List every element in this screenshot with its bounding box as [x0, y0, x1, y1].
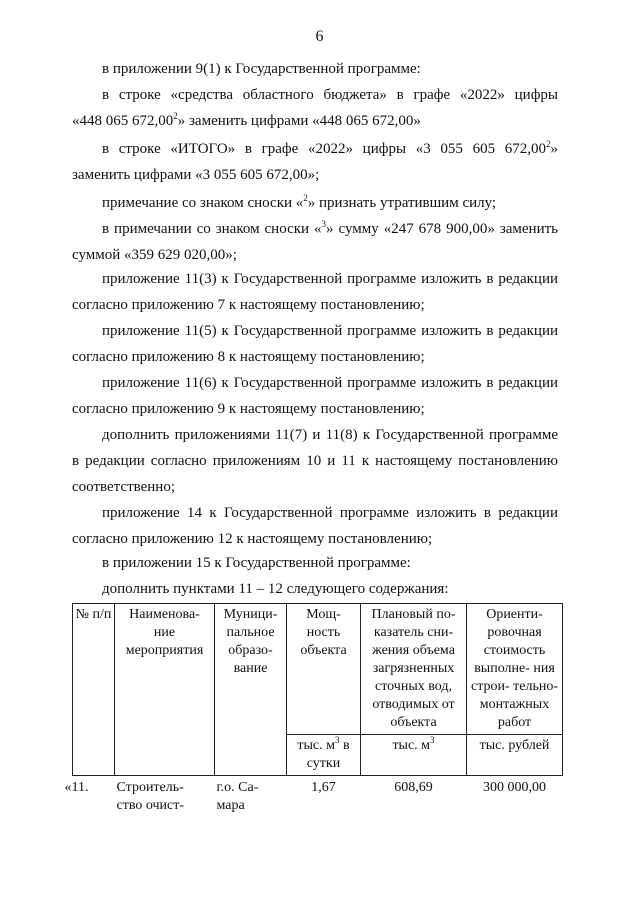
header-cost: Ориенти- ровочная стоимость выполне- ния строи- тельно- монтажных работ [467, 604, 563, 735]
table-row [73, 776, 563, 818]
paragraph-appendix-11-6: приложение 11(6) к Государственной программе изложить в редакции согласно приложению 9 к настоящему постановлению; [72, 375, 558, 417]
row-name: Строитель- ство очист- [116, 780, 185, 813]
unit-reduction: тыс. $м^3$ [361, 735, 467, 776]
paragraph-add-points: дополнить пунктами 11 – 12 следующего содержания: [102, 581, 449, 597]
header-number: № п/п [73, 604, 115, 776]
header-reduction: Плановый по- казатель сни- жения объема загрязненных сточных вод, отводимых от объекта [361, 604, 467, 735]
row-municipality: г.о. Са- мара [216, 780, 259, 813]
header-municipality: Муници- пальное образо- вание [215, 604, 287, 776]
paragraph-footnote-3-sum: в примечании со знаком сноски «$^3$» сумму «247 678 900,00» заменить суммой «359 629 020,00»; [72, 219, 559, 263]
paragraph-total: в строке «ИТОГО» в графе «2022» цифры «3 055 605 672,00$^2$» заменить цифрами «3 055 605 672,00»; [72, 139, 558, 183]
program-table [64, 603, 563, 817]
paragraph-appendix-15: в приложении 15 к Государственной программе: [102, 555, 411, 571]
unit-cost: тыс. рублей [467, 735, 563, 776]
unit-capacity: тыс. $м^3$ в сутки [287, 735, 361, 776]
paragraph-appendix-14: приложение 14 к Государственной программе изложить в редакции согласно приложению 12 к настоящему постановлению; [72, 505, 558, 547]
paragraph-regional-budget: в строке «средства областного бюджета» в графе «2022» цифры «448 065 672,00$^2$» заменить цифрами «448 065 672,00» [72, 87, 558, 129]
paragraph-appendix-11-5: приложение 11(5) к Государственной программе изложить в редакции согласно приложению 8 к настоящему постановлению; [72, 323, 558, 365]
row-reduction: 608,69 [394, 780, 433, 795]
header-event-name: Наименова- ние мероприятия [115, 604, 215, 776]
paragraph-add-appendices: дополнить приложениями 11(7) и 11(8) к Государственной программе в редакции согласно приложениям 10 и 11 к настоящему постановлению соответственно; [72, 427, 558, 495]
paragraph-footnote-2-void: примечание со знаком сноски «$^2$» признать утратившим силу; [102, 193, 497, 211]
paragraph-appendix-9-1: в приложении 9(1) к Государственной программе: [102, 61, 421, 77]
paragraph-appendix-11-3: приложение 11(3) к Государственной программе изложить в редакции согласно приложению 7 к настоящему постановлению; [72, 271, 558, 313]
table-header-row [73, 604, 563, 735]
header-capacity: Мощ- ность объекта [287, 604, 361, 735]
page-number: 6 [315, 28, 324, 45]
row-capacity: 1,67 [311, 780, 336, 795]
row-cost: 300 000,00 [483, 780, 546, 795]
row-number: «11. [64, 780, 89, 795]
